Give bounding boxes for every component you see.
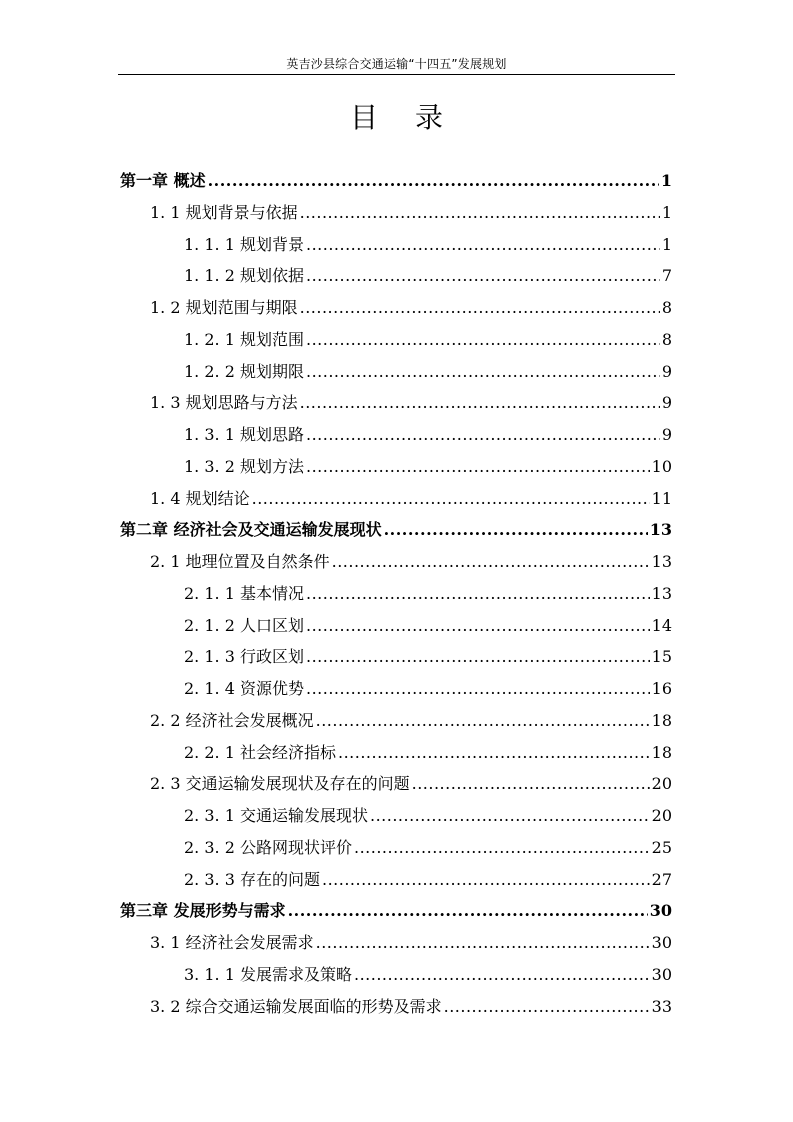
toc-entry-title: 1. 1. 1 规划背景 bbox=[184, 234, 304, 254]
toc-entry-page-number: 13 bbox=[649, 520, 672, 540]
toc-entry[interactable] bbox=[120, 229, 672, 261]
toc-entry-page-number: 11 bbox=[651, 488, 672, 508]
toc-title: 目 录 bbox=[350, 101, 457, 134]
toc-entry-title: 2. 3. 1 交通运输发展现状 bbox=[184, 806, 368, 825]
toc-entry[interactable] bbox=[120, 895, 672, 927]
toc-entry-page-number: 9 bbox=[661, 393, 672, 413]
toc-entry[interactable] bbox=[120, 991, 672, 1023]
toc-entry[interactable] bbox=[120, 578, 672, 610]
dot-leader bbox=[316, 705, 650, 737]
toc-entry-title: 2. 1. 2 人口区划 bbox=[184, 615, 304, 635]
dot-leader bbox=[252, 483, 650, 515]
toc-entry[interactable] bbox=[120, 737, 672, 769]
dot-leader bbox=[316, 927, 650, 959]
toc-entry-page-number: 1 bbox=[660, 171, 672, 190]
toc-entry-title: 第二章 经济社会及交通运输发展现状 bbox=[120, 520, 382, 540]
toc-entry-page-number: 18 bbox=[651, 710, 672, 730]
toc-entry-title: 2. 1 地理位置及自然条件 bbox=[150, 552, 330, 571]
toc-entry-page-number: 1 bbox=[661, 234, 672, 254]
toc-entry[interactable] bbox=[120, 673, 672, 705]
dot-leader bbox=[208, 165, 659, 197]
dot-leader bbox=[300, 197, 660, 229]
toc-entry-page-number: 13 bbox=[651, 583, 672, 603]
toc-entry[interactable] bbox=[120, 832, 672, 864]
toc-entry[interactable] bbox=[120, 292, 672, 324]
toc-entry-page-number: 20 bbox=[651, 774, 672, 794]
dot-leader bbox=[300, 387, 660, 419]
dot-leader bbox=[300, 292, 660, 324]
toc-entry-title: 第一章 概述 bbox=[120, 171, 206, 190]
toc-entry[interactable] bbox=[120, 260, 672, 292]
toc-entry-page-number: 33 bbox=[651, 996, 672, 1016]
toc-entry-title: 2. 1. 1 基本情况 bbox=[184, 583, 304, 603]
toc-entry-title: 1. 2. 2 规划期限 bbox=[184, 361, 304, 381]
running-header: 英吉沙县综合交通运输“十四五”发展规划 bbox=[286, 57, 507, 71]
dot-leader bbox=[370, 800, 650, 832]
dot-leader bbox=[444, 991, 650, 1023]
toc-entry-title: 2. 1. 3 行政区划 bbox=[184, 647, 304, 667]
toc-entry[interactable] bbox=[120, 610, 672, 642]
toc-entry[interactable] bbox=[120, 324, 672, 356]
toc-entry[interactable] bbox=[120, 483, 672, 515]
toc-entry-title: 3. 1. 1 发展需求及策略 bbox=[184, 964, 352, 984]
dot-leader bbox=[338, 737, 650, 769]
toc-entry-page-number: 25 bbox=[651, 837, 672, 857]
toc-entry-title: 3. 2 综合交通运输发展面临的形势及需求 bbox=[150, 996, 442, 1016]
toc-entry-page-number: 10 bbox=[651, 456, 672, 476]
toc-entry[interactable] bbox=[120, 768, 672, 800]
toc-entry[interactable] bbox=[120, 927, 672, 959]
toc-entry[interactable] bbox=[120, 514, 672, 546]
toc-entry-title: 2. 2. 1 社会经济指标 bbox=[184, 742, 336, 762]
dot-leader bbox=[384, 514, 648, 546]
dot-leader bbox=[322, 864, 650, 896]
toc-entry-page-number: 8 bbox=[661, 329, 672, 349]
toc-entry[interactable] bbox=[120, 800, 672, 832]
toc-entry-title: 2. 3 交通运输发展现状及存在的问题 bbox=[150, 774, 410, 794]
toc-entry-page-number: 9 bbox=[661, 361, 672, 381]
dot-leader bbox=[306, 451, 650, 483]
toc-entry[interactable] bbox=[120, 165, 672, 197]
toc-entry[interactable] bbox=[120, 959, 672, 991]
toc-entry-title: 2. 2 经济社会发展概况 bbox=[150, 710, 314, 730]
toc-entry-page-number: 30 bbox=[651, 964, 672, 984]
toc-entry[interactable] bbox=[120, 864, 672, 896]
toc-entry-page-number: 30 bbox=[649, 901, 672, 921]
dot-leader bbox=[412, 768, 650, 800]
toc-entry-page-number: 20 bbox=[651, 806, 672, 825]
toc-entry-page-number: 1 bbox=[661, 202, 672, 222]
dot-leader bbox=[306, 578, 650, 610]
toc-entry-page-number: 9 bbox=[661, 425, 672, 444]
dot-leader bbox=[332, 546, 650, 578]
toc-entry-page-number: 13 bbox=[651, 552, 672, 571]
dot-leader bbox=[306, 229, 660, 261]
toc-entry[interactable] bbox=[120, 641, 672, 673]
dot-leader bbox=[354, 832, 650, 864]
toc-entry-page-number: 15 bbox=[651, 647, 672, 667]
toc-entry-title: 1. 2 规划范围与期限 bbox=[150, 298, 298, 317]
dot-leader bbox=[306, 610, 650, 642]
toc-entry[interactable] bbox=[120, 705, 672, 737]
toc-entry-page-number: 7 bbox=[661, 266, 672, 286]
dot-leader bbox=[306, 673, 650, 705]
dot-leader bbox=[354, 959, 650, 991]
table-of-contents bbox=[120, 165, 672, 1022]
toc-entry[interactable] bbox=[120, 451, 672, 483]
toc-entry-title: 1. 1. 2 规划依据 bbox=[184, 266, 304, 286]
toc-entry-page-number: 27 bbox=[651, 869, 672, 889]
toc-entry-title: 2. 3. 3 存在的问题 bbox=[184, 869, 320, 889]
dot-leader bbox=[306, 419, 660, 451]
toc-entry-title: 1. 3 规划思路与方法 bbox=[150, 393, 298, 413]
toc-entry-page-number: 30 bbox=[651, 933, 672, 952]
toc-entry-title: 1. 2. 1 规划范围 bbox=[184, 329, 304, 349]
toc-entry-title: 2. 3. 2 公路网现状评价 bbox=[184, 837, 352, 857]
dot-leader bbox=[306, 324, 660, 356]
toc-entry[interactable] bbox=[120, 546, 672, 578]
toc-entry-title: 1. 3. 2 规划方法 bbox=[184, 456, 304, 476]
toc-entry-title: 2. 1. 4 资源优势 bbox=[184, 679, 304, 698]
toc-entry-page-number: 14 bbox=[651, 615, 672, 635]
dot-leader bbox=[288, 895, 648, 927]
toc-entry-title: 1. 3. 1 规划思路 bbox=[184, 425, 304, 444]
toc-entry-page-number: 16 bbox=[651, 679, 672, 698]
toc-entry[interactable] bbox=[120, 419, 672, 451]
toc-entry-title: 1. 4 规划结论 bbox=[150, 488, 250, 508]
toc-entry-page-number: 18 bbox=[651, 742, 672, 762]
toc-entry-title: 1. 1 规划背景与依据 bbox=[150, 202, 298, 222]
header-rule bbox=[118, 74, 675, 75]
toc-entry[interactable] bbox=[120, 387, 672, 419]
toc-entry[interactable] bbox=[120, 197, 672, 229]
toc-entry-title: 3. 1 经济社会发展需求 bbox=[150, 933, 314, 952]
dot-leader bbox=[306, 260, 660, 292]
dot-leader bbox=[306, 641, 650, 673]
toc-entry-page-number: 8 bbox=[661, 298, 672, 317]
toc-entry-title: 第三章 发展形势与需求 bbox=[120, 901, 286, 921]
dot-leader bbox=[306, 356, 660, 388]
toc-entry[interactable] bbox=[120, 356, 672, 388]
